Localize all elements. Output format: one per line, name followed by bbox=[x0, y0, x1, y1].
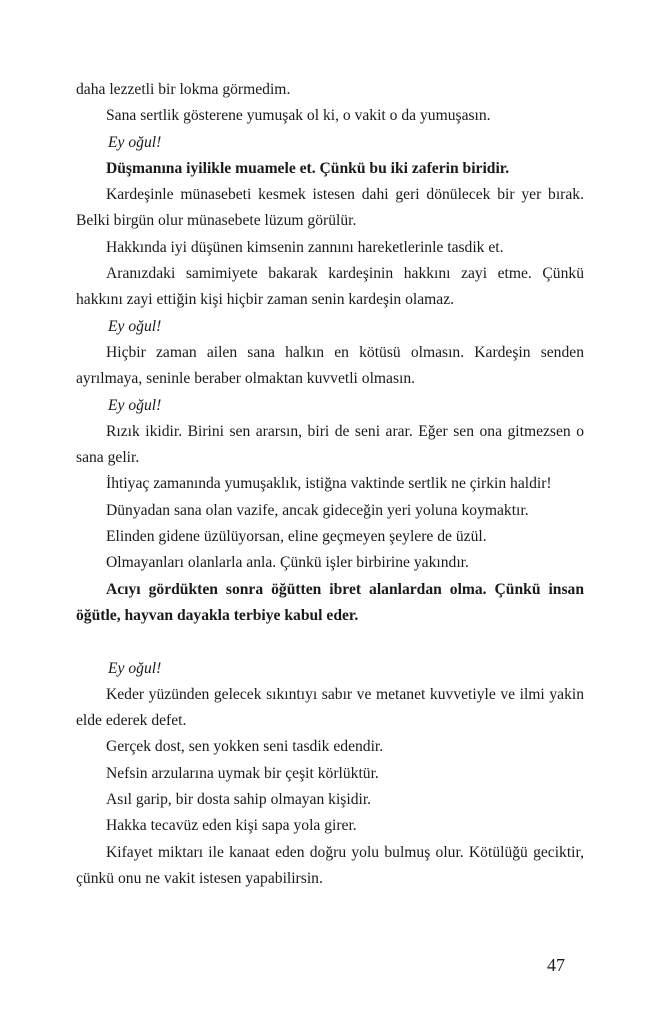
paragraph: Kifayet miktarı ile kanaat eden doğru yolu bulmuş olur. Kötülüğü geciktir, çünkü onu ne vakit istesen yapabilirsin. bbox=[76, 843, 584, 887]
paragraph: Sana sertlik gösterene yumuşak ol ki, o vakit o da yumuşasın. bbox=[106, 107, 491, 125]
section-heading: Ey oğul! bbox=[108, 317, 162, 335]
paragraph: Keder yüzünden gelecek sıkıntıyı sabır ve metanet kuvvetiyle ve ilmi yakin elde ederek defet. bbox=[76, 685, 584, 730]
paragraph: Nefsin arzularına uymak bir çeşit körlüktür. bbox=[106, 764, 379, 782]
paragraph: Rızık ikidir. Birini sen ararsın, biri de seni arar. Eğer sen ona gitmezsen o sana gelir. bbox=[76, 422, 584, 467]
paragraph: Asıl garip, bir dosta sahip olmayan kişidir. bbox=[106, 791, 372, 809]
paragraph: Kardeşinle münasebeti kesmek istesen dahi geri dönülecek bir yer bırak. Belki birgün olur münasebete lüzum görülür. bbox=[76, 186, 584, 230]
section-heading: Ey oğul! bbox=[108, 659, 162, 677]
paragraph: Hakka tecavüz eden kişi sapa yola girer. bbox=[106, 817, 357, 835]
section-heading: Ey oğul! bbox=[108, 133, 162, 151]
paragraph: Dünyadan sana olan vazife, ancak gideceğin yeri yoluna koymaktır. bbox=[106, 501, 529, 519]
paragraph: Olmayanları olanlarla anla. Çünkü işler birbirine yakındır. bbox=[106, 554, 469, 572]
paragraph: İhtiyaç zamanında yumuşaklık, istiğna vaktinde sertlik ne çirkin haldir! bbox=[106, 475, 552, 493]
paragraph: Aranızdaki samimiyete bakarak kardeşinin hakkını zayi etme. Çünkü hakkını zayi ettiğin kişi hiçbir zaman senin kardeşin olamaz. bbox=[76, 265, 584, 309]
page-body bbox=[76, 77, 584, 892]
paragraph: daha lezzetli bir lokma görmedim. bbox=[76, 81, 291, 98]
paragraph: Elinden gidene üzülüyorsan, eline geçmeyen şeylere de üzül. bbox=[106, 528, 487, 546]
paragraph: Gerçek dost, sen yokken seni tasdik edendir. bbox=[106, 738, 384, 756]
paragraph: Hakkında iyi düşünen kimsenin zannını hareketlerinle tasdik et. bbox=[106, 238, 504, 256]
page-number: 47 bbox=[547, 955, 565, 975]
section-heading: Ey oğul! bbox=[108, 396, 162, 414]
paragraph: Hiçbir zaman ailen sana halkın en kötüsü olmasın. Kardeşin senden ayrılmaya, seninle beraber olmaktan kuvvetli olmasın. bbox=[76, 343, 584, 388]
bold-paragraph: Düşmanına iyilikle muamele et. Çünkü bu iki zaferin biridir. bbox=[106, 159, 510, 177]
bold-paragraph: Acıyı gördükten sonra öğütten ibret alanlardan olma. Çünkü insan öğütle, hayvan dayakla terbiye kabul eder. bbox=[76, 580, 584, 624]
blank-line bbox=[76, 629, 584, 655]
